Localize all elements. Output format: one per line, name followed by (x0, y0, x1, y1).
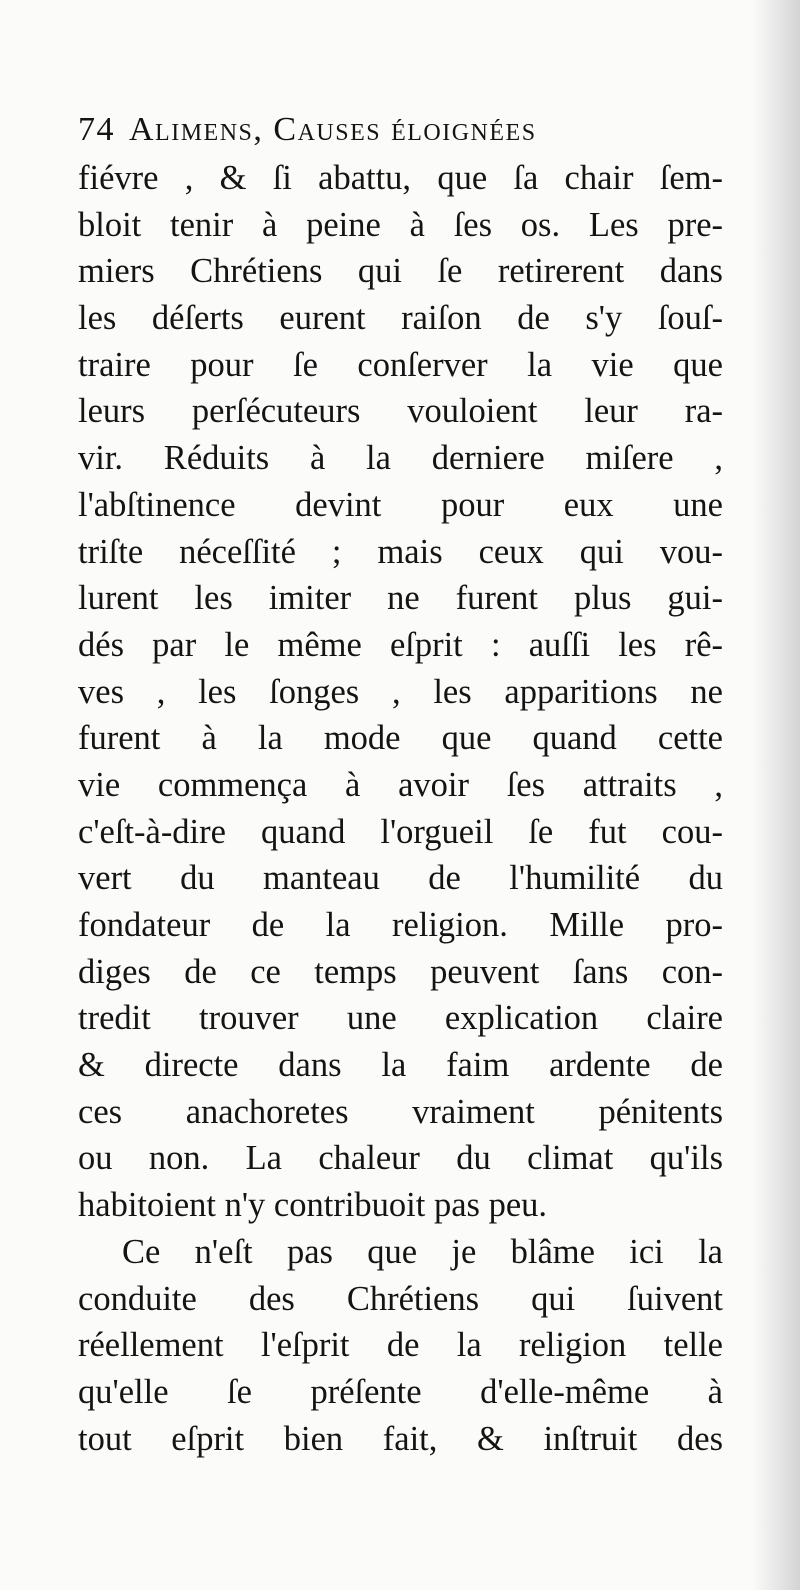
text-line: vert du manteau de l'humilité du (78, 859, 723, 898)
text-line: Ce n'eſt pas que je blâme ici la (122, 1232, 723, 1271)
text-line: furent à la mode que quand cette (78, 719, 723, 758)
text-line: réellement l'eſprit de la religion telle (78, 1326, 723, 1365)
page-number: 74 (78, 111, 115, 148)
text-line: leurs perſécuteurs vouloient leur ra- (78, 392, 723, 431)
text-line: l'abſtinence devint pour eux une (78, 485, 723, 524)
page-edge-shadow (752, 0, 800, 1590)
text-line: tout eſprit bien fait, & inſtruit des (78, 1419, 723, 1458)
body-text (78, 155, 723, 1462)
text-line: les déſerts eurent raiſon de s'y ſouſ- (78, 299, 723, 338)
text-line: qu'elle ſe préſente d'elle-même à (78, 1372, 723, 1411)
text-line: lurent les imiter ne furent plus gui- (78, 579, 723, 618)
text-line: ves , les ſonges , les apparitions ne (78, 672, 723, 711)
text-line: habitoient n'y contribuoit pas peu. (78, 1186, 548, 1225)
text-line: triſte néceſſité ; mais ceux qui vou- (78, 532, 723, 571)
text-line: traire pour ſe conſerver la vie que (78, 345, 723, 384)
text-line: & directe dans la faim ardente de (78, 1046, 723, 1085)
text-line: vir. Réduits à la derniere miſere , (78, 439, 723, 478)
text-line: fiévre , & ſi abattu, que ſa chair ſem- (78, 159, 723, 197)
text-line: tredit trouver une explication claire (78, 999, 723, 1038)
text-line: ces anachoretes vraiment pénitents (78, 1092, 723, 1131)
running-head (78, 108, 738, 152)
running-title: Alimens, Causes éloignées (129, 111, 537, 148)
text-line: fondateur de la religion. Mille pro- (78, 906, 723, 944)
text-line: conduite des Chrétiens qui ſuivent (78, 1279, 723, 1318)
text-line: dés par le même eſprit : auſſi les rê- (78, 625, 723, 664)
text-line: vie commença à avoir ſes attraits , (78, 765, 723, 804)
text-line: miers Chrétiens qui ſe retirerent dans (78, 252, 723, 291)
text-line: diges de ce temps peuvent ſans con- (78, 952, 723, 991)
text-line: c'eſt-à-dire quand l'orgueil ſe fut cou- (78, 812, 723, 851)
text-line: ou non. La chaleur du climat qu'ils (78, 1139, 723, 1178)
text-line: bloit tenir à peine à ſes os. Les pre- (78, 205, 723, 244)
